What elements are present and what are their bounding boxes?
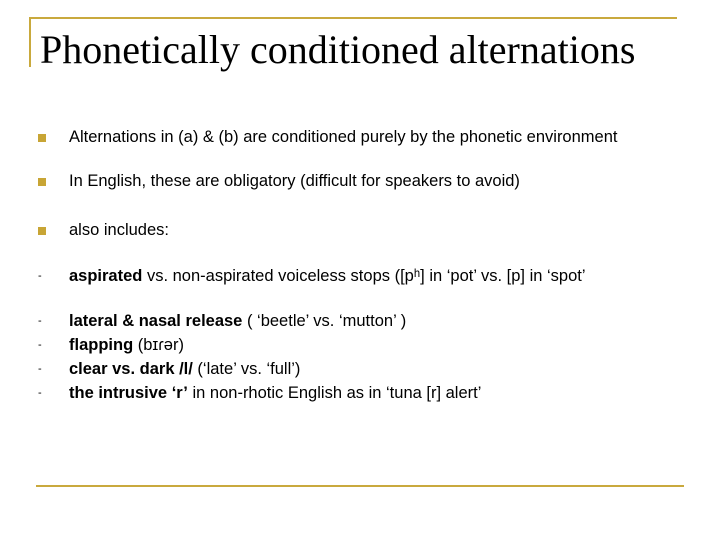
dash-marker: -: [38, 363, 42, 375]
subitem-term: aspirated: [69, 267, 143, 285]
left-rule: [29, 17, 31, 67]
bullet-text: Alternations in (a) & (b) are conditioned purely by the phonetic environment: [69, 128, 618, 146]
subitem-detail: (bɪɾər): [133, 336, 184, 354]
subitem-detail: (‘late’ vs. ‘full’): [192, 360, 301, 378]
square-bullet-icon: [38, 178, 46, 186]
subitem-text: [69, 312, 629, 331]
top-rule: [29, 17, 677, 19]
subitem-text: [69, 384, 629, 403]
dash-marker: -: [38, 315, 42, 327]
subitem-term: lateral & nasal release: [69, 312, 243, 330]
subitem-detail: vs. non-aspirated voiceless stops ([pʰ] in ‘pot’ vs. [p] in ‘spot’: [142, 267, 586, 285]
subitem-term: the intrusive ‘r’: [69, 384, 188, 402]
bullet-text: also includes:: [69, 221, 169, 239]
subitem-text: [69, 360, 629, 379]
subitem-detail: ( ‘beetle’ vs. ‘mutton’ ): [242, 312, 407, 330]
bullet-text: In English, these are obligatory (difficult for speakers to avoid): [69, 172, 520, 190]
subitem-detail: in non-rhotic English as in ‘tuna [r] alert’: [187, 384, 482, 402]
subitem-term: flapping: [69, 336, 134, 354]
square-bullet-icon: [38, 227, 46, 235]
bottom-rule: [36, 485, 684, 487]
square-bullet-icon: [38, 134, 46, 142]
subitem-term: clear vs. dark /l/: [69, 360, 193, 378]
dash-marker: -: [38, 270, 42, 282]
dash-marker: -: [38, 339, 42, 351]
subitem-text: [69, 336, 629, 355]
slide-title: Phonetically conditioned alternations: [40, 27, 636, 72]
subitem-text: [69, 267, 629, 286]
dash-marker: -: [38, 387, 42, 399]
